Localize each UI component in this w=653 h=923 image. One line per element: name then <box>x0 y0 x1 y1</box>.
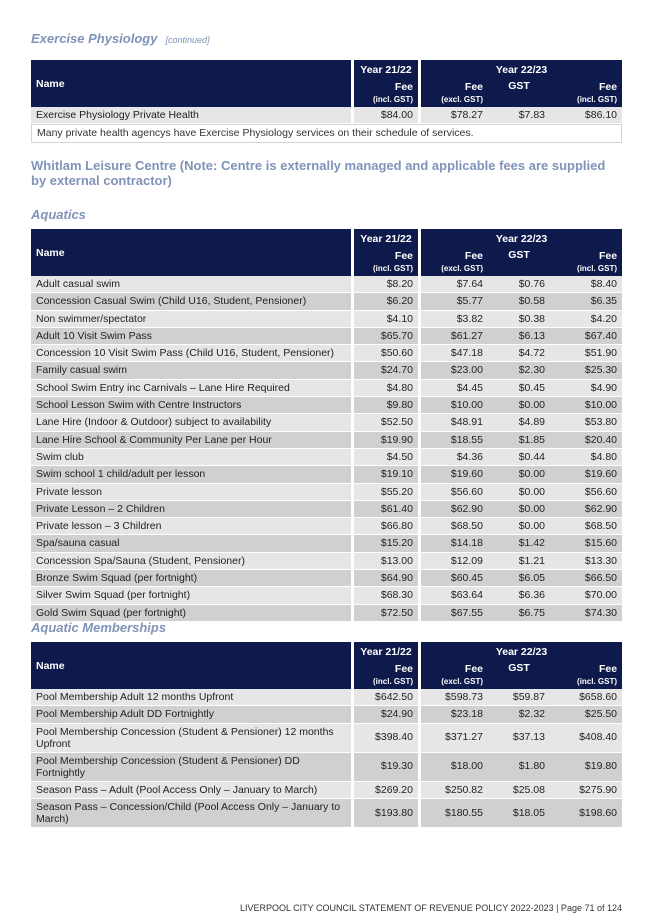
row-name: Adult casual swim <box>31 276 351 293</box>
header-fee-prev: Fee <box>351 660 418 675</box>
row-fee-excl: $7.64 <box>418 276 488 293</box>
row-fee-incl: $68.50 <box>550 518 622 535</box>
row-fee-prev: $4.50 <box>351 449 418 466</box>
row-fee-prev: $64.90 <box>351 570 418 587</box>
row-fee-excl: $10.00 <box>418 397 488 414</box>
row-fee-incl: $275.90 <box>550 782 622 799</box>
header-fee-prev: Fee <box>351 247 418 262</box>
table-row <box>31 782 622 799</box>
row-name: Private Lesson – 2 Children <box>31 501 351 518</box>
row-fee-excl: $47.18 <box>418 345 488 362</box>
header-name: Name <box>31 642 351 689</box>
table-row <box>31 328 622 345</box>
table-row <box>31 362 622 379</box>
header-name: Name <box>31 60 351 107</box>
row-gst: $0.45 <box>488 380 550 397</box>
row-gst: $2.32 <box>488 706 550 723</box>
header-fee-excl: Fee <box>418 660 488 675</box>
row-name: Adult 10 Visit Swim Pass <box>31 328 351 345</box>
row-fee-incl: $4.80 <box>550 449 622 466</box>
row-name: Pool Membership Adult DD Fortnightly <box>31 706 351 723</box>
row-fee-prev: $13.00 <box>351 553 418 570</box>
row-fee-incl: $20.40 <box>550 432 622 449</box>
row-name: Silver Swim Squad (per fortnight) <box>31 587 351 604</box>
table-row <box>31 107 622 124</box>
row-gst: $0.00 <box>488 484 550 501</box>
row-fee-prev: $66.80 <box>351 518 418 535</box>
row-fee-incl: $4.90 <box>550 380 622 397</box>
row-fee-incl: $658.60 <box>550 689 622 706</box>
header-year-prev: Year 21/22 <box>351 642 418 660</box>
row-fee-prev: $4.10 <box>351 311 418 328</box>
table-row <box>31 587 622 604</box>
table-row <box>31 276 622 293</box>
exercise-fee-table <box>31 60 622 143</box>
header-gst-blank <box>488 93 550 107</box>
row-fee-incl: $25.30 <box>550 362 622 379</box>
row-name: Bronze Swim Squad (per fortnight) <box>31 570 351 587</box>
row-fee-incl: $51.90 <box>550 345 622 362</box>
row-fee-incl: $8.40 <box>550 276 622 293</box>
continued-label: [continued] <box>165 35 210 45</box>
row-fee-incl: $67.40 <box>550 328 622 345</box>
row-fee-prev: $4.80 <box>351 380 418 397</box>
row-fee-excl: $3.82 <box>418 311 488 328</box>
table-row <box>31 518 622 535</box>
row-gst: $6.13 <box>488 328 550 345</box>
row-fee-prev: $8.20 <box>351 276 418 293</box>
row-fee-incl: $25.50 <box>550 706 622 723</box>
header-fee-prev: Fee <box>351 78 418 93</box>
table-row <box>31 484 622 501</box>
table-row <box>31 449 622 466</box>
row-fee-excl: $62.90 <box>418 501 488 518</box>
row-name: Pool Membership Concession (Student & Pensioner) DD Fortnightly <box>31 753 351 782</box>
header-excl-gst: (excl. GST) <box>418 93 488 107</box>
row-fee-excl: $5.77 <box>418 293 488 310</box>
row-name: Private lesson – 3 Children <box>31 518 351 535</box>
row-fee-prev: $72.50 <box>351 605 418 622</box>
header-fee-incl: Fee <box>550 78 622 93</box>
header-incl-gst-prev: (incl. GST) <box>351 93 418 107</box>
row-fee-incl: $56.60 <box>550 484 622 501</box>
row-fee-prev: $642.50 <box>351 689 418 706</box>
row-fee-incl: $74.30 <box>550 605 622 622</box>
row-fee-incl: $19.80 <box>550 753 622 782</box>
header-name: Name <box>31 229 351 276</box>
table-row <box>31 501 622 518</box>
row-name: Private lesson <box>31 484 351 501</box>
table-row <box>31 753 622 782</box>
row-fee-incl: $408.40 <box>550 724 622 753</box>
note-row <box>31 124 622 142</box>
row-name: Pool Membership Concession (Student & Pensioner) 12 months Upfront <box>31 724 351 753</box>
table-row <box>31 293 622 310</box>
row-fee-prev: $50.60 <box>351 345 418 362</box>
header-gst-blank <box>488 262 550 276</box>
header-fee-incl: Fee <box>550 660 622 675</box>
table-row <box>31 466 622 483</box>
row-fee-excl: $12.09 <box>418 553 488 570</box>
row-fee-prev: $52.50 <box>351 414 418 431</box>
row-fee-excl: $598.73 <box>418 689 488 706</box>
row-fee-prev: $19.90 <box>351 432 418 449</box>
row-fee-prev: $9.80 <box>351 397 418 414</box>
row-name: Season Pass – Adult (Pool Access Only – January to March) <box>31 782 351 799</box>
section-title-exercise <box>31 31 210 46</box>
row-fee-excl: $14.18 <box>418 535 488 552</box>
row-fee-excl: $68.50 <box>418 518 488 535</box>
table-row <box>31 345 622 362</box>
header-incl-gst-curr: (incl. GST) <box>550 262 622 276</box>
row-fee-incl: $70.00 <box>550 587 622 604</box>
header-year-curr: Year 22/23 <box>418 229 622 247</box>
row-gst: $7.83 <box>488 107 550 124</box>
page-footer: LIVERPOOL CITY COUNCIL STATEMENT OF REVENUE POLICY 2022-2023 | Page 71 of 124 <box>240 903 622 913</box>
aquatics-fee-table <box>31 229 622 622</box>
header-year-prev: Year 21/22 <box>351 60 418 78</box>
table-row <box>31 414 622 431</box>
table-row <box>31 689 622 706</box>
row-gst: $0.00 <box>488 501 550 518</box>
table-row <box>31 706 622 723</box>
exercise-title: Exercise Physiology <box>31 31 158 46</box>
row-name: Spa/sauna casual <box>31 535 351 552</box>
row-fee-excl: $23.00 <box>418 362 488 379</box>
row-gst: $0.76 <box>488 276 550 293</box>
table-row <box>31 311 622 328</box>
row-name: Season Pass – Concession/Child (Pool Access Only – January to March) <box>31 799 351 828</box>
row-fee-prev: $193.80 <box>351 799 418 828</box>
whitlam-title: Whitlam Leisure Centre (Note: Centre is externally managed and applicable fees are supplied by external contractor) <box>31 158 606 188</box>
row-gst: $1.85 <box>488 432 550 449</box>
row-fee-excl: $23.18 <box>418 706 488 723</box>
row-fee-incl: $10.00 <box>550 397 622 414</box>
row-fee-prev: $68.30 <box>351 587 418 604</box>
header-gst: GST <box>488 247 550 262</box>
row-fee-prev: $65.70 <box>351 328 418 345</box>
table-row <box>31 799 622 828</box>
table-row <box>31 724 622 753</box>
row-gst: $37.13 <box>488 724 550 753</box>
row-name: School Lesson Swim with Centre Instructors <box>31 397 351 414</box>
row-gst: $0.58 <box>488 293 550 310</box>
row-gst: $0.00 <box>488 466 550 483</box>
row-name: School Swim Entry inc Carnivals – Lane Hire Required <box>31 380 351 397</box>
row-fee-prev: $61.40 <box>351 501 418 518</box>
header-fee-excl: Fee <box>418 78 488 93</box>
header-incl-gst-curr: (incl. GST) <box>550 675 622 689</box>
row-name: Gold Swim Squad (per fortnight) <box>31 605 351 622</box>
row-fee-prev: $6.20 <box>351 293 418 310</box>
row-gst: $0.44 <box>488 449 550 466</box>
row-gst: $18.05 <box>488 799 550 828</box>
row-gst: $6.75 <box>488 605 550 622</box>
row-fee-incl: $15.60 <box>550 535 622 552</box>
row-name: Lane Hire (Indoor & Outdoor) subject to availability <box>31 414 351 431</box>
row-name: Non swimmer/spectator <box>31 311 351 328</box>
table-row <box>31 397 622 414</box>
row-fee-incl: $66.50 <box>550 570 622 587</box>
header-incl-gst-prev: (incl. GST) <box>351 675 418 689</box>
row-name: Family casual swim <box>31 362 351 379</box>
row-name: Concession Spa/Sauna (Student, Pensioner) <box>31 553 351 570</box>
row-fee-excl: $250.82 <box>418 782 488 799</box>
row-gst: $25.08 <box>488 782 550 799</box>
row-fee-excl: $67.55 <box>418 605 488 622</box>
row-name: Pool Membership Adult 12 months Upfront <box>31 689 351 706</box>
header-excl-gst: (excl. GST) <box>418 675 488 689</box>
row-fee-excl: $48.91 <box>418 414 488 431</box>
row-fee-incl: $6.35 <box>550 293 622 310</box>
table-row <box>31 553 622 570</box>
row-fee-excl: $18.55 <box>418 432 488 449</box>
row-fee-prev: $55.20 <box>351 484 418 501</box>
row-gst: $0.38 <box>488 311 550 328</box>
row-fee-incl: $86.10 <box>550 107 622 124</box>
table-row <box>31 432 622 449</box>
header-gst: GST <box>488 660 550 675</box>
row-name: Exercise Physiology Private Health <box>31 107 351 124</box>
row-fee-prev: $15.20 <box>351 535 418 552</box>
row-gst: $1.42 <box>488 535 550 552</box>
row-fee-prev: $269.20 <box>351 782 418 799</box>
aquatics-title: Aquatics <box>31 207 86 222</box>
row-name: Swim school 1 child/adult per lesson <box>31 466 351 483</box>
row-fee-incl: $198.60 <box>550 799 622 828</box>
row-gst: $2.30 <box>488 362 550 379</box>
row-fee-incl: $62.90 <box>550 501 622 518</box>
row-gst: $4.89 <box>488 414 550 431</box>
header-fee-excl: Fee <box>418 247 488 262</box>
header-year-curr: Year 22/23 <box>418 642 622 660</box>
row-fee-excl: $60.45 <box>418 570 488 587</box>
row-gst: $1.21 <box>488 553 550 570</box>
row-fee-incl: $13.30 <box>550 553 622 570</box>
memberships-fee-table <box>31 642 622 828</box>
header-incl-gst-curr: (incl. GST) <box>550 93 622 107</box>
row-fee-incl: $4.20 <box>550 311 622 328</box>
row-gst: $6.36 <box>488 587 550 604</box>
table-row <box>31 380 622 397</box>
row-gst: $1.80 <box>488 753 550 782</box>
row-fee-prev: $19.30 <box>351 753 418 782</box>
header-year-prev: Year 21/22 <box>351 229 418 247</box>
row-fee-excl: $4.45 <box>418 380 488 397</box>
row-fee-excl: $63.64 <box>418 587 488 604</box>
memberships-title: Aquatic Memberships <box>31 620 167 635</box>
row-fee-incl: $53.80 <box>550 414 622 431</box>
row-fee-excl: $18.00 <box>418 753 488 782</box>
row-fee-excl: $56.60 <box>418 484 488 501</box>
note-text: Many private health agencys have Exercise Physiology services on their schedule of services. <box>31 124 622 142</box>
row-fee-excl: $78.27 <box>418 107 488 124</box>
row-fee-prev: $24.70 <box>351 362 418 379</box>
row-name: Concession Casual Swim (Child U16, Student, Pensioner) <box>31 293 351 310</box>
row-fee-excl: $19.60 <box>418 466 488 483</box>
row-fee-prev: $19.10 <box>351 466 418 483</box>
header-gst: GST <box>488 78 550 93</box>
row-fee-excl: $180.55 <box>418 799 488 828</box>
row-fee-excl: $371.27 <box>418 724 488 753</box>
header-year-curr: Year 22/23 <box>418 60 622 78</box>
row-name: Swim club <box>31 449 351 466</box>
header-gst-blank <box>488 675 550 689</box>
table-row <box>31 570 622 587</box>
row-gst: $6.05 <box>488 570 550 587</box>
row-gst: $4.72 <box>488 345 550 362</box>
header-fee-incl: Fee <box>550 247 622 262</box>
row-name: Lane Hire School & Community Per Lane per Hour <box>31 432 351 449</box>
header-excl-gst: (excl. GST) <box>418 262 488 276</box>
row-fee-excl: $4.36 <box>418 449 488 466</box>
row-gst: $59.87 <box>488 689 550 706</box>
row-fee-prev: $84.00 <box>351 107 418 124</box>
row-fee-prev: $398.40 <box>351 724 418 753</box>
row-fee-incl: $19.60 <box>550 466 622 483</box>
table-row <box>31 535 622 552</box>
header-incl-gst-prev: (incl. GST) <box>351 262 418 276</box>
row-gst: $0.00 <box>488 397 550 414</box>
row-gst: $0.00 <box>488 518 550 535</box>
row-name: Concession 10 Visit Swim Pass (Child U16, Student, Pensioner) <box>31 345 351 362</box>
row-fee-prev: $24.90 <box>351 706 418 723</box>
row-fee-excl: $61.27 <box>418 328 488 345</box>
